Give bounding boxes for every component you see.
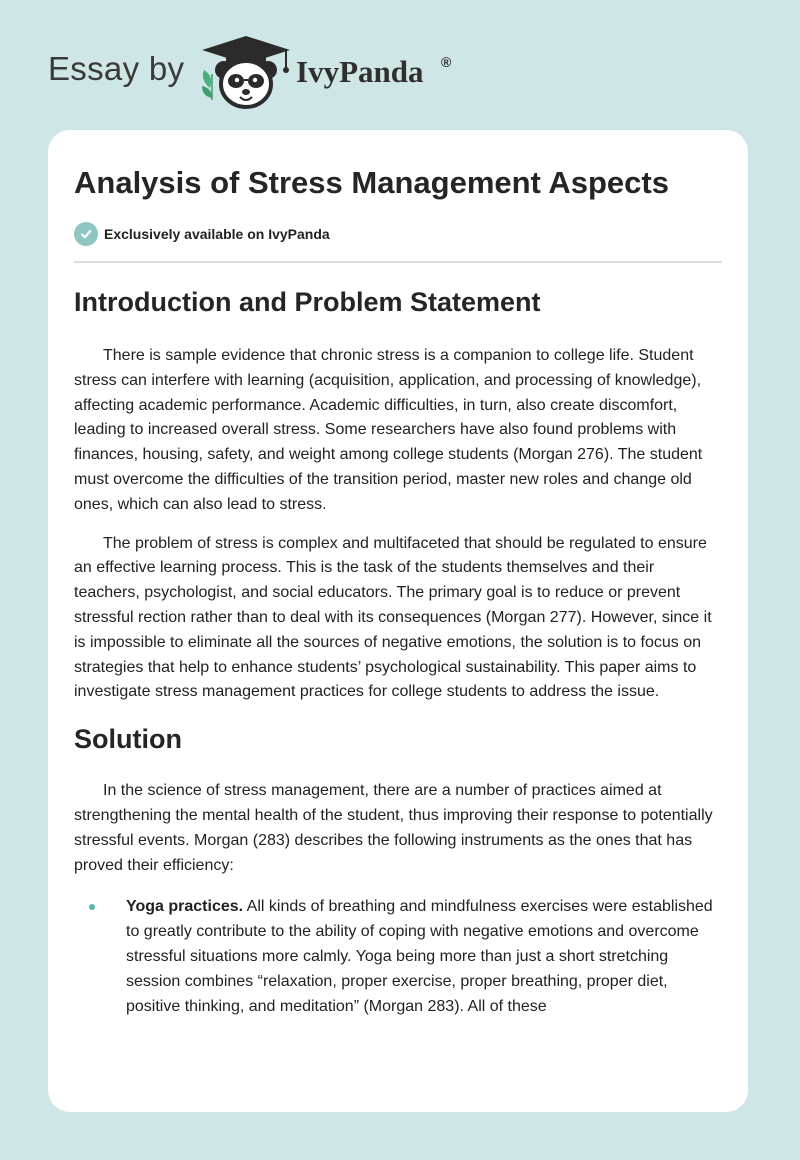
paragraph: The problem of stress is complex and multifaceted that should be regulated to ensure an effective learning process. This is the task of the students themselves and their teachers, psychologist, and social educators. The primary goal is to reduce or prevent stressful rection rather than to deal with its consequences (Morgan 277). However, since it is impossible to eliminate all the sources of negative emotions, the solution is to focus on strategies that help to enhance students’ psychological sustainability. This paper aims to investigate stress management practices for college students to address the issue. [74, 534, 712, 701]
essay-card [48, 130, 748, 1112]
section-heading: Solution [74, 724, 182, 755]
paragraph: In the science of stress management, there are a number of practices aimed at strengthening the mental health of the student, thus improving their response to potentially stressful events. Morgan (283) describes the following instruments as the ones that has proved their efficiency: [74, 782, 713, 874]
bullet-title: Yoga practices. [126, 898, 244, 916]
essay-by-label: Essay by [48, 50, 185, 87]
paragraph: There is sample evidence that chronic stress is a companion to college life. Student stress can interfere with learning (acquisition, application, and processing of knowledge), affecting academic performance. Academic difficulties, in turn, also create discomfort, leading to increased overall stress. Some researchers have also found problems with finances, housing, safety, and weight among college students (Morgan 276). The student must overcome the difficulties of the transition period, master new roles and change old ones, which can also lead to stress. [74, 347, 703, 513]
panda-graduation-cap-icon[interactable] [198, 34, 294, 110]
bullet-list [74, 895, 724, 1019]
page-title: Analysis of Stress Management Aspects [74, 165, 669, 200]
bullet-icon [89, 904, 95, 910]
badge-label: Exclusively available on IvyPanda [104, 226, 330, 242]
list-item [74, 895, 724, 1019]
essay-content [74, 280, 724, 1019]
registered-mark: ® [441, 54, 452, 70]
divider [74, 261, 722, 263]
check-circle-icon [74, 222, 98, 246]
exclusive-badge [74, 222, 330, 246]
section-heading: Introduction and Problem Statement [74, 287, 541, 317]
bullet-text: All kinds of breathing and mindfulness exercises were established to greatly contribute to the ability of coping with negative emotions and overcome stressful situations more calmly. Yoga being more than just a short stretching session combines “relaxation, proper exercise, proper breathing, proper diet, positive thinking, and meditation” (Morgan 283). All of these [126, 898, 713, 1015]
site-header [0, 0, 800, 130]
brand-name[interactable]: IvyPanda [296, 54, 424, 89]
